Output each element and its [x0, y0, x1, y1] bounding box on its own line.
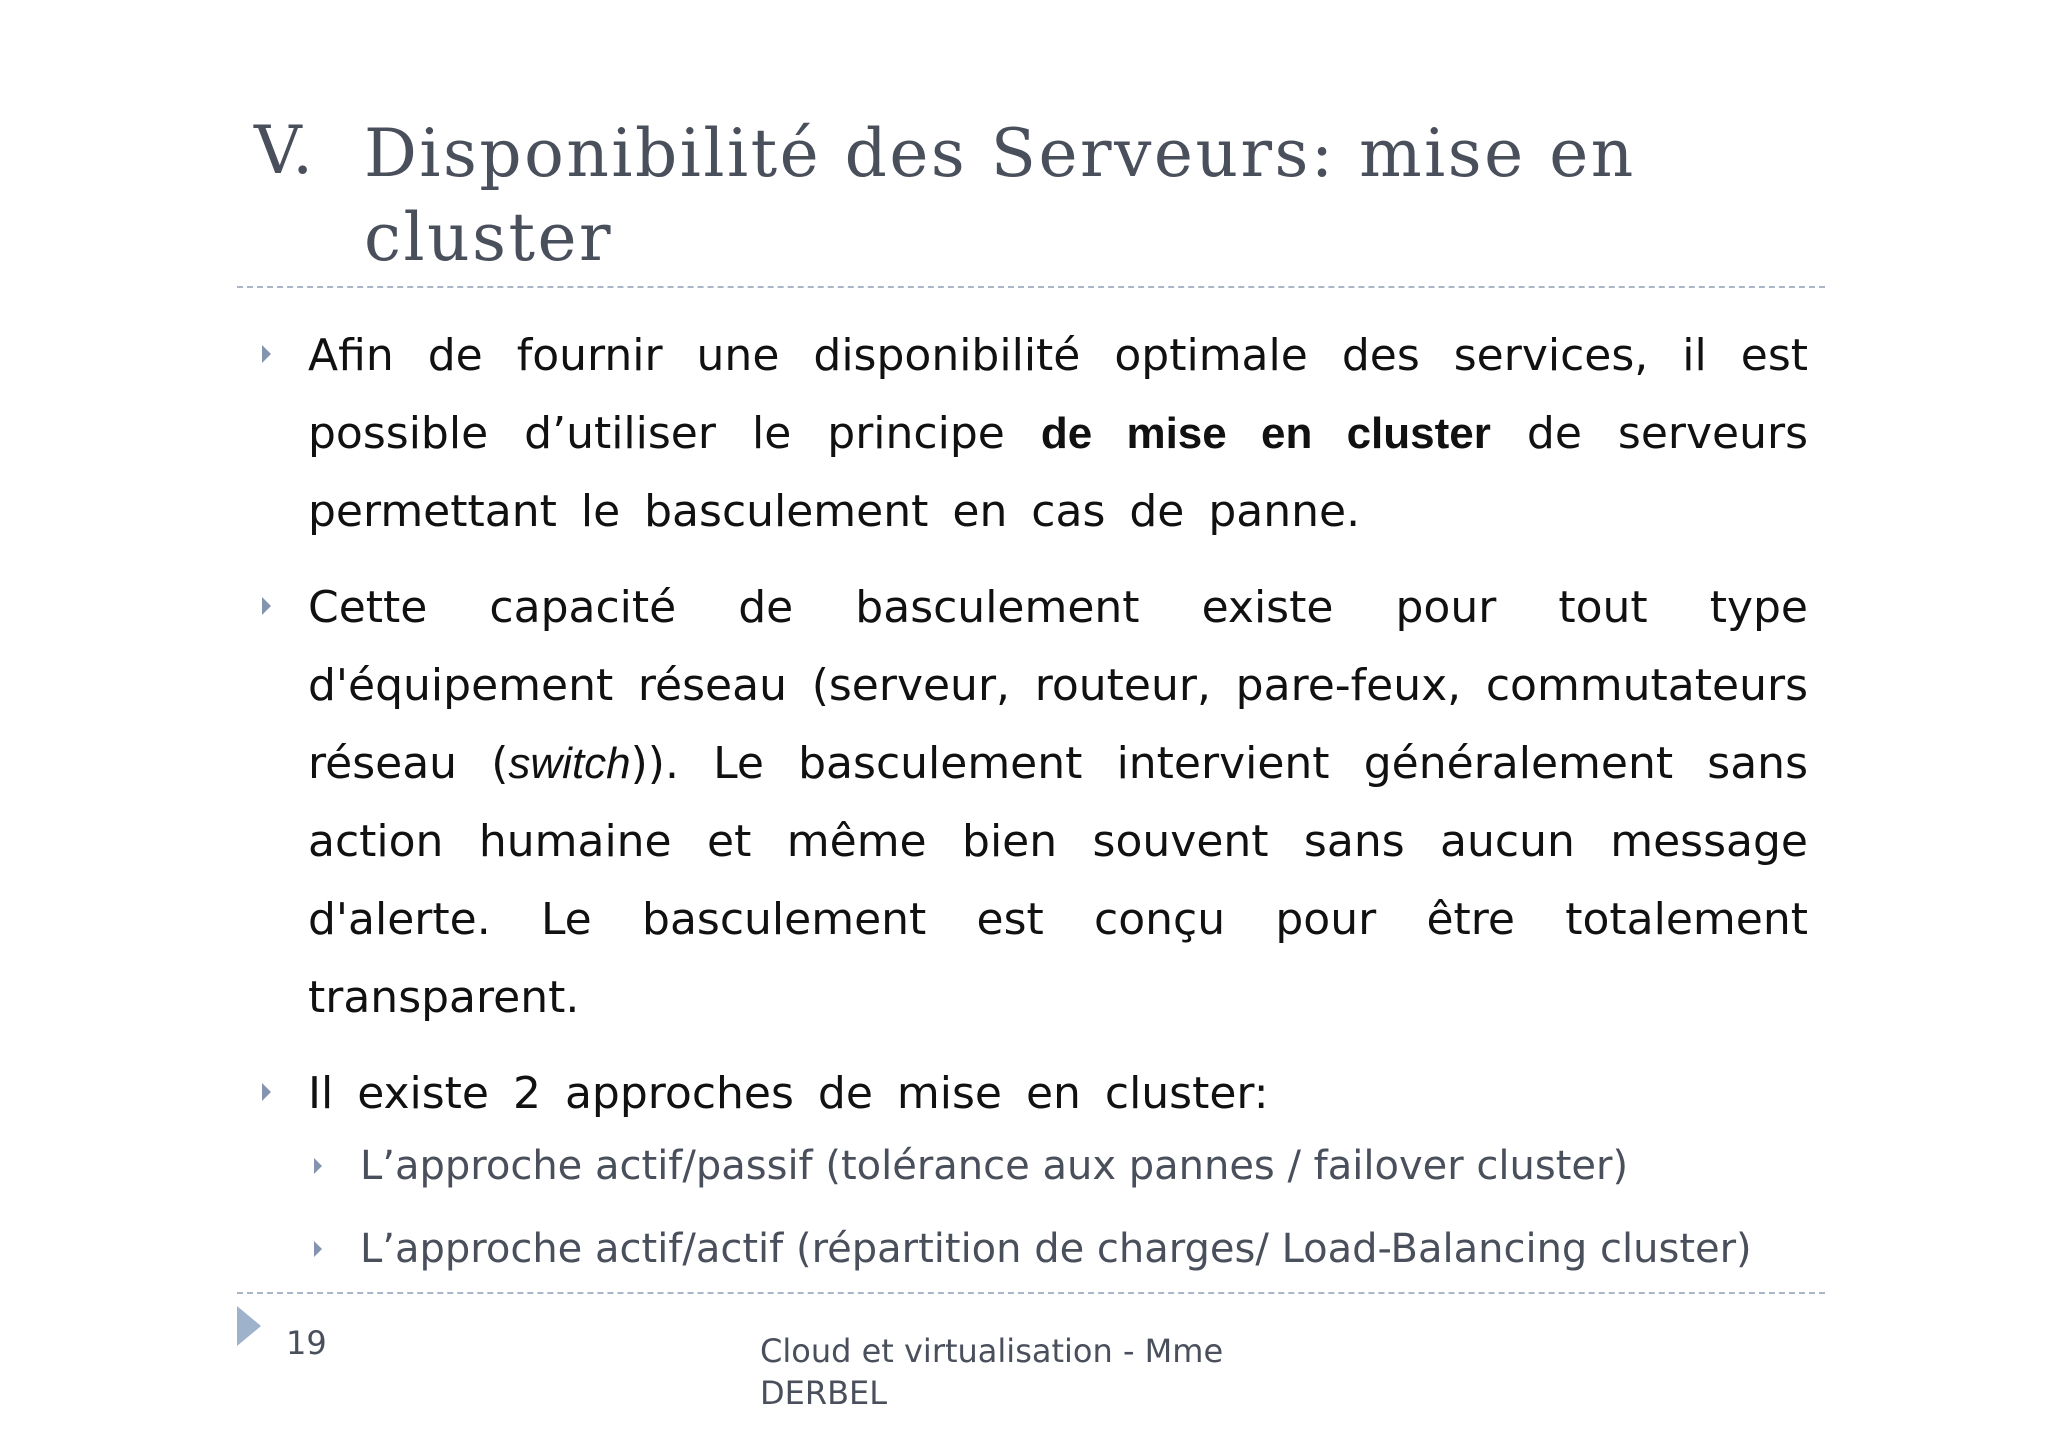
page-number: 19 [286, 1324, 327, 1362]
bullet-marker-icon [262, 345, 271, 363]
sub-bullet-1: L’approche actif/passif (tolérance aux pannes / failover cluster) [360, 1143, 1629, 1189]
footer-caption [760, 1330, 1280, 1414]
footer-line-2: DERBEL [760, 1374, 888, 1412]
bullet-1-part-b: de serveurs permettant le basculement en cas de panne. [308, 408, 1808, 537]
top-divider [237, 286, 1825, 288]
sub-bullet-marker-icon [314, 1241, 322, 1257]
bullet-1-bold: de mise en cluster [1040, 409, 1491, 458]
bottom-divider [237, 1292, 1825, 1294]
sub-bullet-marker-icon [314, 1158, 322, 1174]
bullet-marker-icon [262, 1083, 271, 1101]
bullet-1-part-a: Afin de fournir une disponibilité optimale des services, il est possible d’utiliser le principe [308, 330, 1808, 459]
bullet-1-text [308, 317, 1808, 551]
title-line-2: cluster [364, 199, 614, 276]
bullet-2-part-b: )). Le basculement intervient généralement sans action humaine et même bien souvent sans aucun message d'alerte. Le basculement est conçu pour être totalement transparent. [308, 738, 1808, 1023]
title-number: V. [254, 112, 316, 189]
bullet-3-text: Il existe 2 approches de mise en cluster: [308, 1068, 1269, 1119]
bullet-2-part-a: Cette capacité de basculement existe pour tout type d'équipement réseau (serveur, routeur, pare-feux, commutateurs réseau ( [308, 582, 1808, 789]
footer-arrow-icon [237, 1306, 261, 1346]
bullet-2-text [308, 569, 1808, 1037]
title-line-1: Disponibilité des Serveurs: mise en [364, 115, 1636, 192]
bullet-2-italic: switch [508, 739, 631, 788]
slide-title [364, 112, 1844, 280]
sub-bullet-2: L’approche actif/actif (répartition de charges/ Load-Balancing cluster) [360, 1226, 1752, 1272]
bullet-marker-icon [262, 597, 271, 615]
footer-line-1: Cloud et virtualisation - Mme [760, 1332, 1224, 1370]
